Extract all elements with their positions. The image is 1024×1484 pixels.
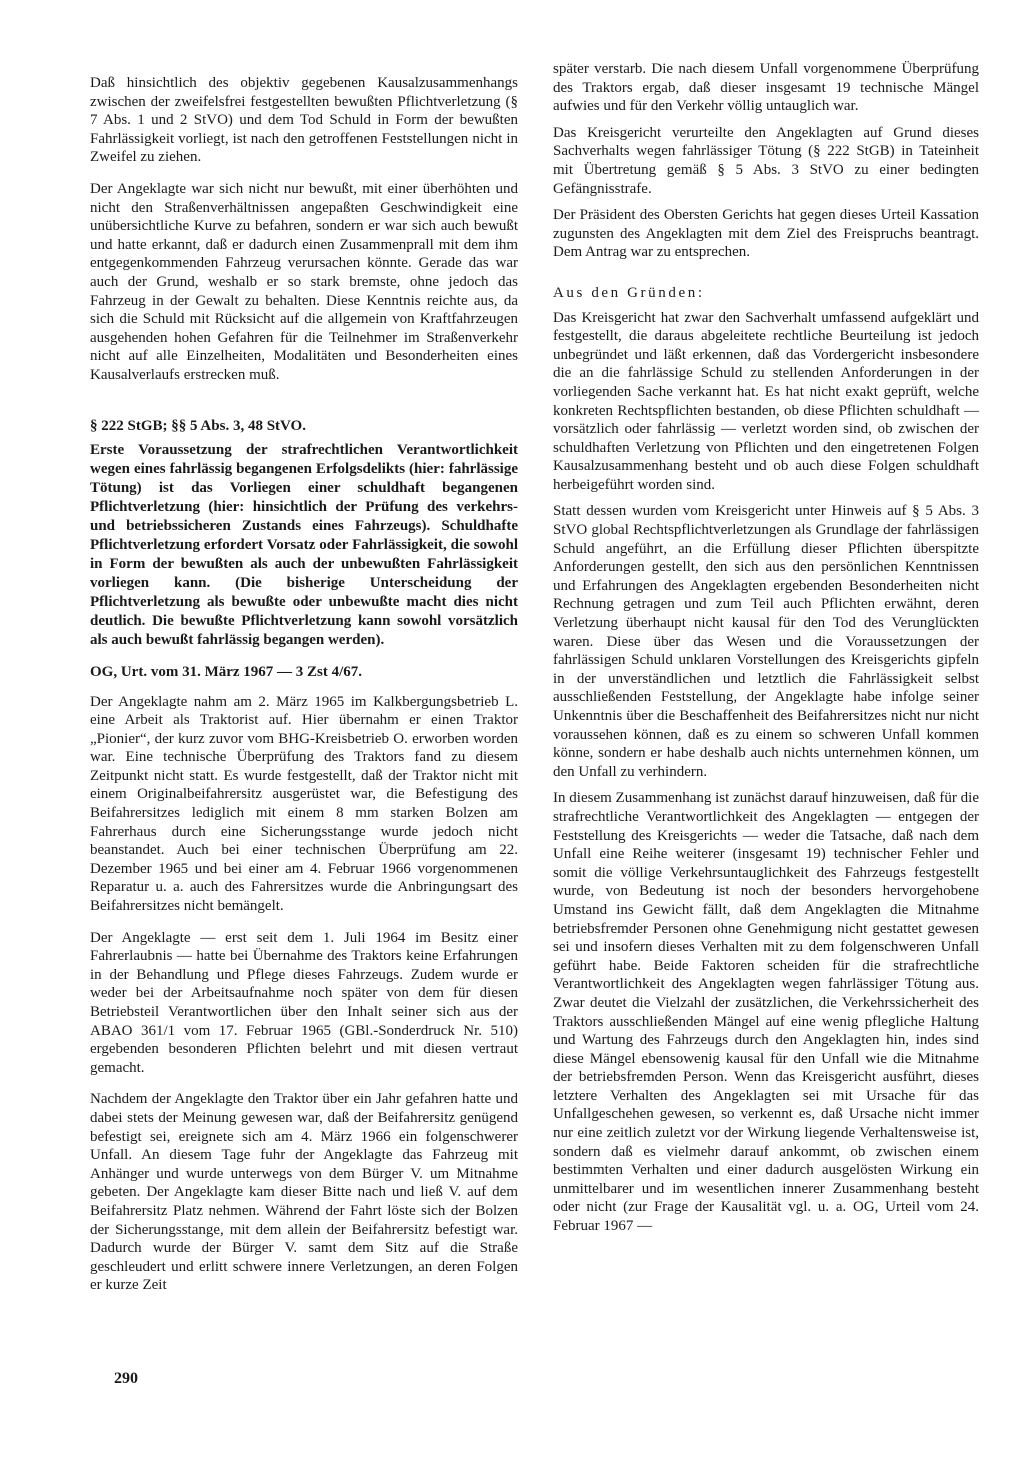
section-heading: Aus den Gründen: bbox=[553, 284, 705, 301]
statute-reference: § 222 StGB; §§ 5 Abs. 3, 48 StVO. bbox=[90, 417, 306, 434]
right-column bbox=[553, 60, 979, 1244]
paragraph: Der Angeklagte war sich nicht nur bewußt, mit einer überhöhten und nicht den Straßenverhältnissen angepaßten Geschwindigkeit eine unübersichtliche Kurve zu befahren, sondern er war sich auch bewußt und hatte erkannt, daß er dadurch einen Zusammenprall mit dem ihm entgegenkommenden Fahrzeug verursachen könnte. Gerade das war auch der Grund, weshalb er so stark bremste, ohne jedoch das Fahrzeug in der Gewalt zu behalten. Diese Kenntnis reichte aus, da sich die Schuld mit Rücksicht auf die allgemein von Kraftfahrzeugen ausgehenden hohen Gefahren für die Teilnehmer im Straßenverkehr nicht auf alle Einzelheiten, Modalitäten und Besonderheiten eines Kausalverlaufs erstrecken muß. bbox=[90, 180, 518, 383]
paragraph: Das Kreisgericht verurteilte den Angeklagten auf Grund dieses Sachverhalts wegen fahrlässiger Tötung (§ 222 StGB) in Tateinheit mit Übertretung gemäß § 5 Abs. 3 StVO zu einer bedingten Gefängnisstrafe. bbox=[553, 124, 979, 197]
paragraph: Der Angeklagte — erst seit dem 1. Juli 1964 im Besitz einer Fahrerlaubnis — hatte bei Übernahme des Traktors keine Erfahrungen in der Behandlung und Pflege dieses Fahrzeugs. Zudem wurde er weder bei der Arbeitsaufnahme noch später von dem für diesen Betriebsteil Verantwortlichen über den Inhalt seiner sich aus der ABAO 361/1 vom 17. Februar 1965 (GBl.-Sonderdruck Nr. 510) ergebenden besonderen Pflichten belehrt und mit diesen vertraut gemacht. bbox=[90, 929, 518, 1076]
paragraph: Daß hinsichtlich des objektiv gegebenen Kausalzusammenhangs zwischen der zweifelsfrei festgestellten bewußten Pflichtverletzung (§ 7 Abs. 1 und 2 StVO) und dem Tod Schuld in Form der bewußten Fahrlässigkeit vorliegt, ist nach den getroffenen Feststellungen nicht in Zweifel zu ziehen. bbox=[90, 75, 518, 166]
headnote: Erste Voraussetzung der strafrechtlichen Verantwortlichkeit wegen eines fahrlässig begangenen Erfolgsdelikts (hier: fahrlässige Tötung) ist das Vorliegen einer schuldhaft begangenen Pflichtverletzung (hier: hinsichtlich der Prüfung des verkehrs- und betriebssicheren Zustands eines Fahrzeugs). Schuldhafte Pflichtverletzung erfordert Vorsatz oder Fahrlässigkeit, die sowohl in Form der bewußten als auch der unbewußten Fahrlässigkeit vorliegen kann. (Die bisherige Unterscheidung der Pflichtverletzung als bewußte oder unbewußte macht dies nicht deutlich. Die bewußte Pflichtverletzung kann sowohl vorsätzlich als auch bewußt fahrlässig begangen werden). bbox=[90, 441, 518, 648]
paragraph: später verstarb. Die nach diesem Unfall vorgenommene Überprüfung des Traktors ergab, daß dieser insgesamt 19 technische Mängel aufwies und für den Verkehr völlig untauglich war. bbox=[553, 61, 979, 115]
paragraph: Der Präsident des Obersten Gerichts hat gegen dieses Urteil Kassation zugunsten des Angeklagten mit dem Ziel des Freispruchs beantragt. Dem Antrag war zu entsprechen. bbox=[553, 207, 979, 261]
page-number: 290 bbox=[114, 1370, 138, 1387]
paragraph: Statt dessen wurden vom Kreisgericht unter Hinweis auf § 5 Abs. 3 StVO global Rechtspflichtverletzungen als Grundlage der fahrlässigen Schuld angeführt, an die Erfüllung dieser Pflichten überspitzte Anforderungen gestellt, den sich aus den persönlichen Kenntnissen und Erfahrungen des Angeklagten ergebenden Besonderheiten nicht Rechnung getragen und zum Teil auch Pflichten erwähnt, deren Verletzung überhaupt nicht kausal für den Tod des Verunglückten waren. Diese über das Wesen und die Voraussetzungen der fahrlässigen Schuld unklaren Vorstellungen des Kreisgerichts gipfeln in der unverständlichen und letztlich die Fahrlässigkeit selbst ausschließenden Feststellung, der Angeklagte habe infolge seiner Unkenntnis über die Beschaffenheit des Beifahrersitzes nicht nur nicht voraussehen können, daß es zu einem so schweren Unfall kommen könne, sondern er habe deshalb auch nichts unternehmen können, um den Unfall zu verhindern. bbox=[553, 503, 979, 780]
left-column bbox=[90, 62, 518, 1308]
paragraph: Der Angeklagte nahm am 2. März 1965 im Kalkbergungsbetrieb L. eine Arbeit als Traktorist auf. Hier übernahm er einen Traktor „Pionier“, der kurz zuvor vom BHG-Kreisbetrieb O. erworben worden war. Eine technische Überprüfung des Traktors fand zu diesem Zeitpunkt nicht statt. Es wurde festgestellt, daß der Traktor nicht mit einem Originalbeifahrersitz ausgerüstet war, die Befestigung des Beifahrersitzes lediglich mit einem 8 mm starken Bolzen am Fahrerhaus durch eine Sicherungsstange wurde jedoch nicht beanstandet. Auch bei einer technischen Überprüfung am 22. Dezember 1965 und bei einer am 4. Februar 1966 vorgenommenen Reparatur u. a. auch des Fahrersitzes wurde die Anbringungsart des Beifahrersitzes nicht bemängelt. bbox=[90, 693, 518, 915]
court-citation: OG, Urt. vom 31. März 1967 — 3 Zst 4/67. bbox=[90, 663, 363, 680]
paragraph: Das Kreisgericht hat zwar den Sachverhalt umfassend aufgeklärt und festgestellt, die daraus abgeleitete rechtliche Beurteilung ist jedoch unbegründet und läßt erkennen, daß das Vordergericht insbesondere die an die fahrlässige Schuld zu stellenden Anforderungen in der vorliegenden Sache verkannt hat. Es hat nicht exakt geprüft, welche konkreten Rechtspflichten bestanden, ob diese Pflichten schuldhaft — vorsätzlich oder fahrlässig — verletzt worden sind, ob zwischen der schuldhaften Verletzung von Pflichten und den eingetretenen Folgen Kausalzusammenhang besteht und ob auch diese Folgen schuldhaft herbeigeführt worden sind. bbox=[553, 309, 979, 493]
paragraph: In diesem Zusammenhang ist zunächst darauf hinzuweisen, daß für die strafrechtliche Verantwortlichkeit des Angeklagten — entgegen der Feststellung des Kreisgerichts — weder die Tatsache, daß nach dem Unfall eine Reihe weiterer (insgesamt 19) technischer Fehler und somit die völlige Verkehrsuntauglichkeit des Fahrzeugs festgestellt wurde, von Bedeutung ist noch der besonders hervorgehobene Umstand ins Gewicht fällt, daß dem Angeklagten die Mitnahme betriebsfremder Personen ohne Genehmigung nicht gestattet gewesen sei und insofern dieses Verhalten mit zu dem folgenschweren Unfall geführt habe. Beide Faktoren scheiden für die strafrechtliche Verantwortlichkeit des Angeklagten wegen fahrlässiger Tötung aus. Zwar deutet die Vielzahl der zusätzlichen, die Verkehrssicherheit des Traktors ausschließenden Mängel auf eine wenig pflegliche Haltung und Wartung des Fahrzeugs durch den Angeklagten hin, indes sind diese Mängel ebensowenig kausal für den Unfall wie die Mitnahme der betriebsfremden Person. Wenn das Kreisgericht ausführt, dieses letztere Verhalten des Angeklagten sei mit Ursache für das Unfallgeschehen gewesen, so verkennt es, daß Ursache nicht immer nur eine zeitlich zuletzt vor der Wirkung liegende Verhaltensweise ist, sondern daß es vielmehr darauf ankommt, ob zwischen einem bestimmten Verhalten und einer dadurch ausgelösten Wirkung ein unmittelbarer und im wesentlichen innerer Zusammenhang besteht oder nicht (zur Frage der Kausalität vgl. u. a. OG, Urteil vom 24. Februar 1967 — bbox=[553, 790, 979, 1235]
paragraph: Nachdem der Angeklagte den Traktor über ein Jahr gefahren hatte und dabei stets der Meinung gewesen war, daß der Beifahrersitz genügend befestigt sei, ereignete sich am 4. März 1966 ein folgenschwerer Unfall. An diesem Tage fuhr der Angeklagte das Fahrzeug mit Anhänger und wurde unterwegs von dem Bürger V. um Mitnahme gebeten. Der Angeklagte kam dieser Bitte nach und ließ V. auf dem Beifahrersitz Platz nehmen. Während der Fahrt löste sich der Bolzen der Sicherungsstange, mit dem allein der Beifahrersitz befestigt war. Dadurch wurde der Bürger V. samt dem Sitz auf die Straße geschleudert und erlitt schwere innere Verletzungen, an deren Folgen er kurze Zeit bbox=[90, 1091, 518, 1294]
